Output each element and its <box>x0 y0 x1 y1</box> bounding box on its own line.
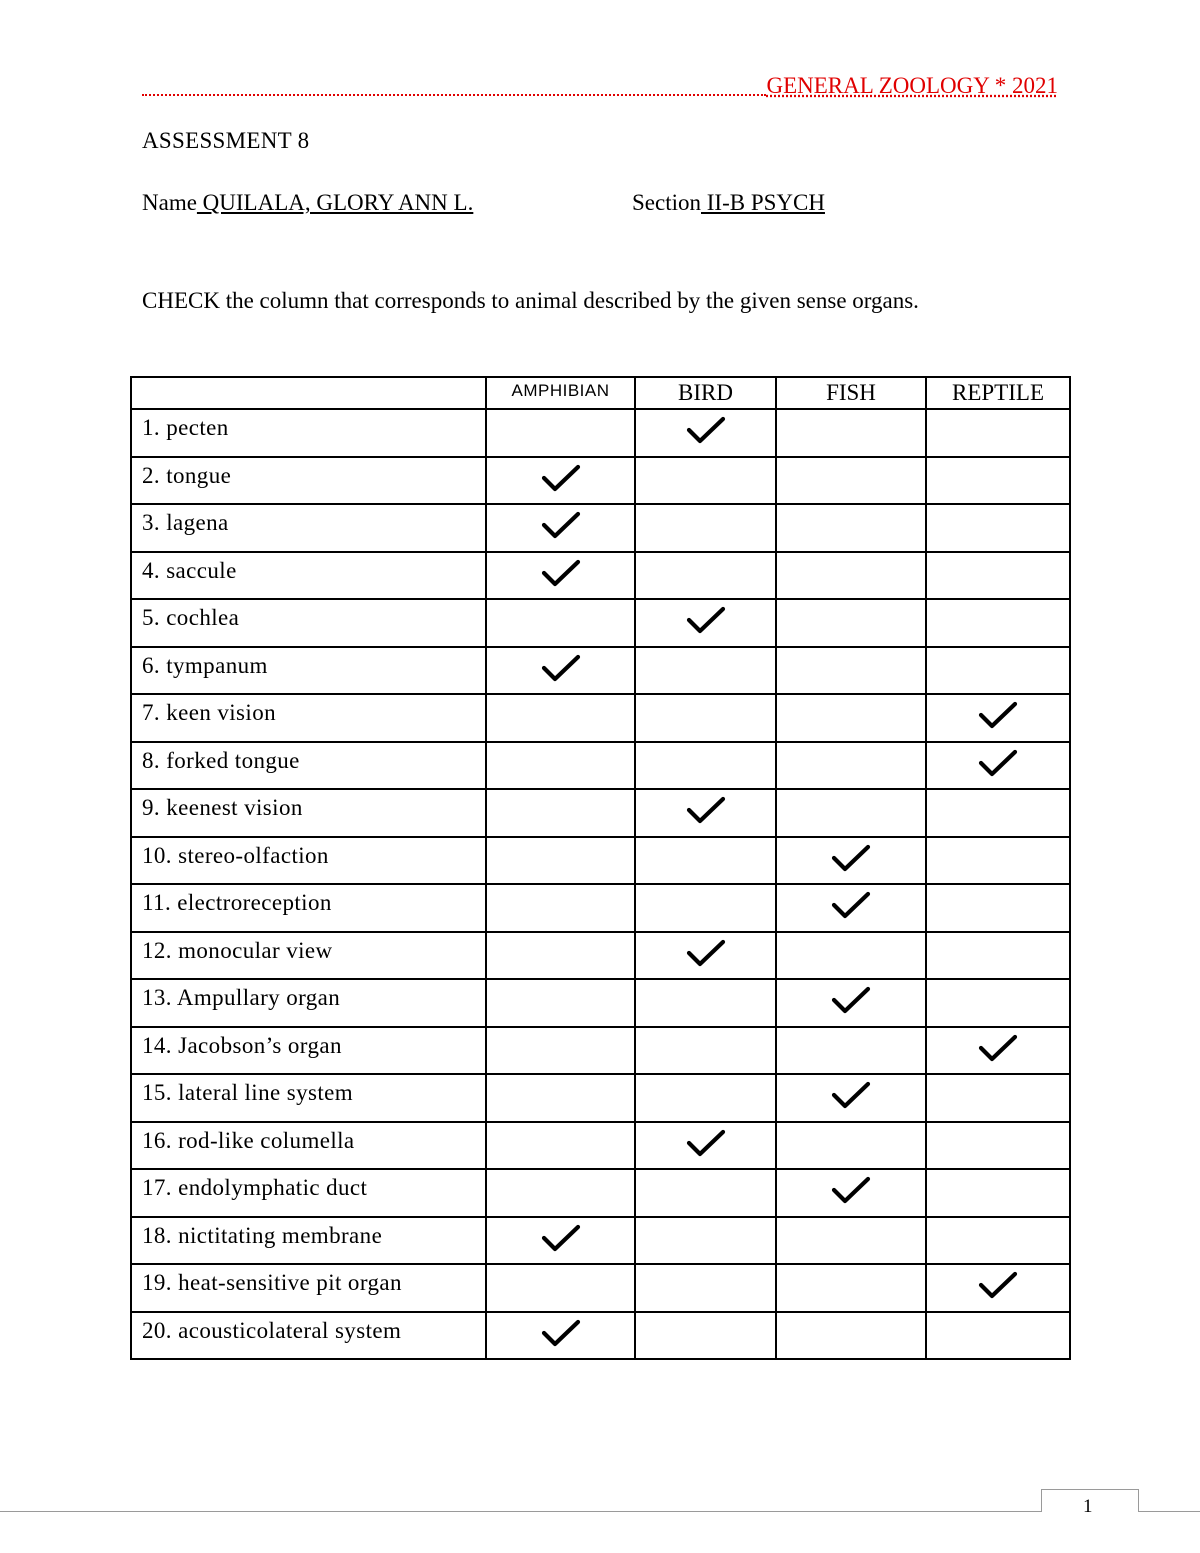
check-cell-bird[interactable] <box>635 1169 776 1217</box>
check-cell-reptile[interactable] <box>926 979 1070 1027</box>
row-label: 20. acousticolateral system <box>131 1312 486 1360</box>
checkmark-icon <box>831 890 871 920</box>
column-header-reptile: REPTILE <box>926 377 1070 409</box>
row-label: 10. stereo-olfaction <box>131 837 486 885</box>
checkmark-icon <box>686 795 726 825</box>
row-label: 9. keenest vision <box>131 789 486 837</box>
check-cell-amphibian[interactable] <box>486 837 635 885</box>
check-cell-reptile[interactable] <box>926 457 1070 505</box>
check-cell-reptile[interactable] <box>926 1169 1070 1217</box>
instruction-text: CHECK the column that corresponds to animal described by the given sense organs. <box>142 288 919 313</box>
checkmark-icon <box>978 748 1018 778</box>
check-cell-bird[interactable] <box>635 552 776 600</box>
check-cell-reptile[interactable] <box>926 1312 1070 1360</box>
checkmark-icon <box>541 1318 581 1348</box>
checkmark-icon <box>831 1080 871 1110</box>
checkmark-icon <box>978 1033 1018 1063</box>
check-cell-amphibian[interactable] <box>486 409 635 457</box>
row-label: 14. Jacobson’s organ <box>131 1027 486 1075</box>
check-cell-fish[interactable] <box>776 504 926 552</box>
check-cell-bird[interactable] <box>635 409 776 457</box>
checkmark-icon <box>978 1270 1018 1300</box>
column-header-fish: FISH <box>776 377 926 409</box>
table-row <box>131 1217 1070 1265</box>
table-row <box>131 552 1070 600</box>
row-label: 2. tongue <box>131 457 486 505</box>
check-cell-amphibian[interactable] <box>486 1169 635 1217</box>
checkmark-icon <box>831 985 871 1015</box>
table-row <box>131 504 1070 552</box>
check-cell-fish[interactable] <box>776 1074 926 1122</box>
check-cell-bird[interactable] <box>635 742 776 790</box>
check-cell-reptile[interactable] <box>926 409 1070 457</box>
row-label: 18. nictitating membrane <box>131 1217 486 1265</box>
check-cell-amphibian[interactable] <box>486 742 635 790</box>
check-cell-bird[interactable] <box>635 1122 776 1170</box>
checkmark-icon <box>831 843 871 873</box>
check-cell-amphibian[interactable] <box>486 647 635 695</box>
row-label: 11. electroreception <box>131 884 486 932</box>
check-cell-amphibian[interactable] <box>486 789 635 837</box>
table-row <box>131 694 1070 742</box>
checkmark-icon <box>686 1128 726 1158</box>
check-cell-amphibian[interactable] <box>486 504 635 552</box>
check-cell-amphibian[interactable] <box>486 884 635 932</box>
checkmark-icon <box>541 653 581 683</box>
table-row <box>131 884 1070 932</box>
check-cell-reptile[interactable] <box>926 837 1070 885</box>
check-cell-fish[interactable] <box>776 694 926 742</box>
table-row <box>131 1074 1070 1122</box>
table-row <box>131 1264 1070 1312</box>
table-row <box>131 742 1070 790</box>
check-cell-reptile[interactable] <box>926 1122 1070 1170</box>
footer-rule <box>0 1511 1200 1512</box>
check-cell-amphibian[interactable] <box>486 1264 635 1312</box>
row-label: 8. forked tongue <box>131 742 486 790</box>
check-cell-fish[interactable] <box>776 552 926 600</box>
name-label: Name <box>142 190 197 215</box>
check-cell-amphibian[interactable] <box>486 1312 635 1360</box>
check-cell-bird[interactable] <box>635 599 776 647</box>
table-header-row <box>131 377 1070 409</box>
section-field <box>632 190 825 216</box>
checkmark-icon <box>686 938 726 968</box>
check-cell-reptile[interactable] <box>926 694 1070 742</box>
table-row <box>131 1169 1070 1217</box>
checkmark-icon <box>686 605 726 635</box>
row-label: 3. lagena <box>131 504 486 552</box>
check-cell-amphibian[interactable] <box>486 1217 635 1265</box>
check-cell-bird[interactable] <box>635 979 776 1027</box>
row-label: 5. cochlea <box>131 599 486 647</box>
check-cell-bird[interactable] <box>635 1312 776 1360</box>
table-row <box>131 979 1070 1027</box>
column-header-bird: BIRD <box>635 377 776 409</box>
page-number: 1 <box>1083 1496 1093 1517</box>
check-cell-reptile[interactable] <box>926 932 1070 980</box>
header-blank-cell <box>131 377 486 409</box>
check-cell-bird[interactable] <box>635 504 776 552</box>
check-cell-fish[interactable] <box>776 1027 926 1075</box>
assessment-title: ASSESSMENT 8 <box>142 128 310 153</box>
check-cell-bird[interactable] <box>635 1074 776 1122</box>
check-cell-amphibian[interactable] <box>486 552 635 600</box>
check-cell-reptile[interactable] <box>926 884 1070 932</box>
check-cell-bird[interactable] <box>635 694 776 742</box>
student-info <box>142 190 902 216</box>
checkmark-icon <box>978 700 1018 730</box>
checkmark-icon <box>541 1223 581 1253</box>
check-cell-fish[interactable] <box>776 599 926 647</box>
table-row <box>131 932 1070 980</box>
check-cell-bird[interactable] <box>635 1027 776 1075</box>
table-row <box>131 789 1070 837</box>
check-cell-reptile[interactable] <box>926 647 1070 695</box>
check-cell-fish[interactable] <box>776 1312 926 1360</box>
header-dotted-rule <box>142 93 766 96</box>
check-cell-amphibian[interactable] <box>486 1074 635 1122</box>
section-label: Section <box>632 190 701 215</box>
check-cell-bird[interactable] <box>635 1217 776 1265</box>
check-cell-fish[interactable] <box>776 789 926 837</box>
check-cell-amphibian[interactable] <box>486 1027 635 1075</box>
table-row <box>131 409 1070 457</box>
check-cell-amphibian[interactable] <box>486 979 635 1027</box>
check-cell-bird[interactable] <box>635 837 776 885</box>
table-row <box>131 1027 1070 1075</box>
check-cell-bird[interactable] <box>635 1264 776 1312</box>
row-label: 13. Ampullary organ <box>131 979 486 1027</box>
check-cell-amphibian[interactable] <box>486 457 635 505</box>
checkmark-icon <box>541 510 581 540</box>
table-row <box>131 1312 1070 1360</box>
check-cell-bird[interactable] <box>635 789 776 837</box>
check-cell-reptile[interactable] <box>926 742 1070 790</box>
check-cell-fish[interactable] <box>776 932 926 980</box>
check-cell-fish[interactable] <box>776 409 926 457</box>
column-header-amphibian: AMPHIBIAN <box>486 377 635 409</box>
check-cell-fish[interactable] <box>776 647 926 695</box>
table-row <box>131 1122 1070 1170</box>
check-cell-fish[interactable] <box>776 884 926 932</box>
table-row <box>131 647 1070 695</box>
check-cell-fish[interactable] <box>776 1264 926 1312</box>
checkmark-icon <box>541 558 581 588</box>
row-label: 1. pecten <box>131 409 486 457</box>
check-cell-reptile[interactable] <box>926 1217 1070 1265</box>
name-value: QUILALA, GLORY ANN L. <box>196 190 474 215</box>
check-cell-amphibian[interactable] <box>486 932 635 980</box>
check-cell-bird[interactable] <box>635 647 776 695</box>
course-header <box>142 72 1058 98</box>
check-cell-fish[interactable] <box>776 837 926 885</box>
row-label: 7. keen vision <box>131 694 486 742</box>
row-label: 4. saccule <box>131 552 486 600</box>
row-label: 15. lateral line system <box>131 1074 486 1122</box>
course-title: GENERAL ZOOLOGY * 2021 <box>766 73 1058 98</box>
row-label: 19. heat-sensitive pit organ <box>131 1264 486 1312</box>
check-cell-bird[interactable] <box>635 932 776 980</box>
check-cell-fish[interactable] <box>776 979 926 1027</box>
check-cell-reptile[interactable] <box>926 789 1070 837</box>
table-row <box>131 457 1070 505</box>
check-cell-reptile[interactable] <box>926 1264 1070 1312</box>
check-cell-reptile[interactable] <box>926 1027 1070 1075</box>
check-cell-reptile[interactable] <box>926 1074 1070 1122</box>
checkmark-icon <box>541 463 581 493</box>
checkmark-icon <box>686 415 726 445</box>
check-cell-reptile[interactable] <box>926 552 1070 600</box>
check-cell-fish[interactable] <box>776 1217 926 1265</box>
check-cell-bird[interactable] <box>635 457 776 505</box>
check-cell-amphibian[interactable] <box>486 694 635 742</box>
check-cell-fish[interactable] <box>776 1169 926 1217</box>
answer-table <box>130 376 1071 1360</box>
row-label: 16. rod-like columella <box>131 1122 486 1170</box>
table-row <box>131 599 1070 647</box>
row-label: 6. tympanum <box>131 647 486 695</box>
row-label: 17. endolymphatic duct <box>131 1169 486 1217</box>
check-cell-reptile[interactable] <box>926 504 1070 552</box>
check-cell-bird[interactable] <box>635 884 776 932</box>
check-cell-amphibian[interactable] <box>486 599 635 647</box>
check-cell-reptile[interactable] <box>926 599 1070 647</box>
section-value: II-B PSYCH <box>701 190 825 215</box>
table-row <box>131 837 1070 885</box>
checkmark-icon <box>831 1175 871 1205</box>
check-cell-fish[interactable] <box>776 1122 926 1170</box>
row-label: 12. monocular view <box>131 932 486 980</box>
check-cell-fish[interactable] <box>776 457 926 505</box>
check-cell-fish[interactable] <box>776 742 926 790</box>
check-cell-amphibian[interactable] <box>486 1122 635 1170</box>
